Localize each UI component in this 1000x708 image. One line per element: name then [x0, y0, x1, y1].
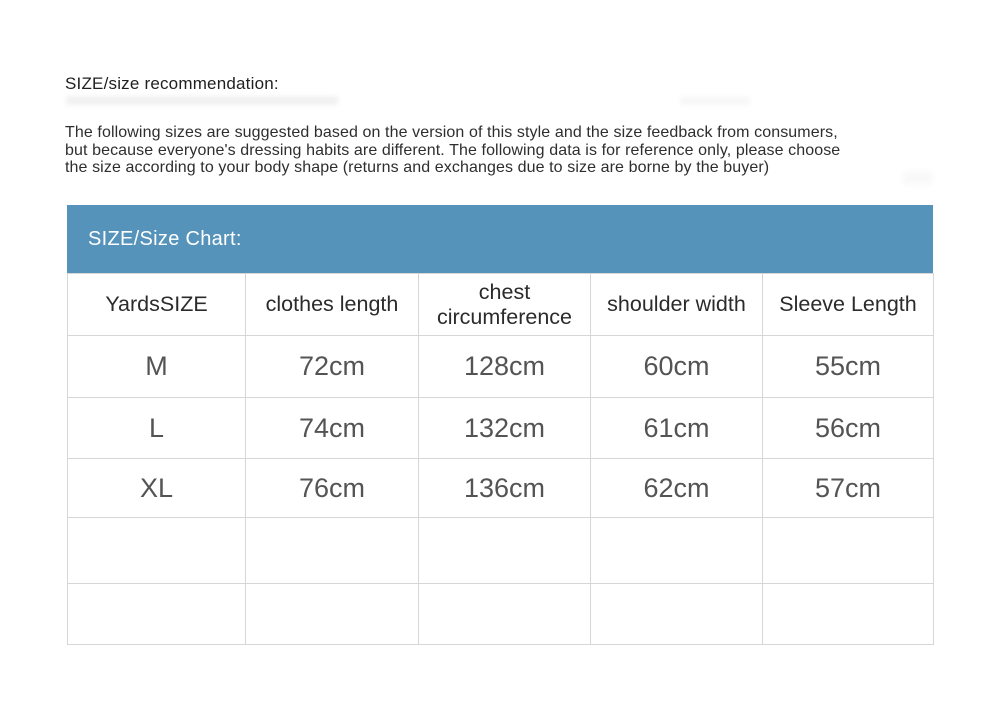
- clothes-length-cell: 72cm: [246, 336, 419, 398]
- size-table: [67, 273, 934, 645]
- shoulder-width-cell: 61cm: [591, 398, 763, 459]
- size-recommendation-paragraph: [65, 124, 840, 177]
- chest-circumference-cell: 136cm: [419, 459, 591, 518]
- empty-cell: [763, 518, 934, 584]
- empty-cell: [419, 518, 591, 584]
- empty-cell: [246, 584, 419, 645]
- sleeve-length-cell: 56cm: [763, 398, 934, 459]
- empty-cell: [246, 518, 419, 584]
- empty-cell: [591, 518, 763, 584]
- column-header-clothes-length: clothes length: [246, 274, 419, 336]
- table-row-l: [68, 398, 934, 459]
- column-header-shoulder-width: shoulder width: [591, 274, 763, 336]
- ghost-text-artifact: [903, 171, 933, 185]
- size-cell: M: [68, 336, 246, 398]
- empty-cell: [591, 584, 763, 645]
- table-row-empty: [68, 518, 934, 584]
- sleeve-length-cell: 57cm: [763, 459, 934, 518]
- sleeve-length-cell: 55cm: [763, 336, 934, 398]
- table-header-row: [68, 274, 934, 336]
- empty-cell: [763, 584, 934, 645]
- chest-circumference-cell: 132cm: [419, 398, 591, 459]
- size-chart-header-bar: [67, 205, 933, 273]
- size-cell: XL: [68, 459, 246, 518]
- chest-circumference-cell: 128cm: [419, 336, 591, 398]
- shoulder-width-cell: 62cm: [591, 459, 763, 518]
- table-row-xl: [68, 459, 934, 518]
- page-title: SIZE/size recommendation:: [65, 74, 279, 93]
- column-header-size: YardsSIZE: [68, 274, 246, 336]
- table-row-m: [68, 336, 934, 398]
- column-header-sleeve-length: Sleeve Length: [763, 274, 934, 336]
- ghost-text-artifact: [680, 97, 750, 105]
- clothes-length-cell: 76cm: [246, 459, 419, 518]
- ghost-text-artifact: [66, 96, 338, 105]
- empty-cell: [68, 518, 246, 584]
- paragraph-line: the size according to your body shape (returns and exchanges due to size are borne by the buyer): [65, 159, 770, 176]
- clothes-length-cell: 74cm: [246, 398, 419, 459]
- empty-cell: [68, 584, 246, 645]
- size-chart-header-label: SIZE/Size Chart:: [88, 227, 242, 250]
- column-header-chest-circumference: chest circumference: [419, 274, 591, 336]
- empty-cell: [419, 584, 591, 645]
- size-cell: L: [68, 398, 246, 459]
- table-row-empty: [68, 584, 934, 645]
- paragraph-line: The following sizes are suggested based on the version of this style and the size feedback from consumers,: [65, 124, 838, 141]
- shoulder-width-cell: 60cm: [591, 336, 763, 398]
- paragraph-line: but because everyone's dressing habits are different. The following data is for reference only, please choose: [65, 141, 841, 159]
